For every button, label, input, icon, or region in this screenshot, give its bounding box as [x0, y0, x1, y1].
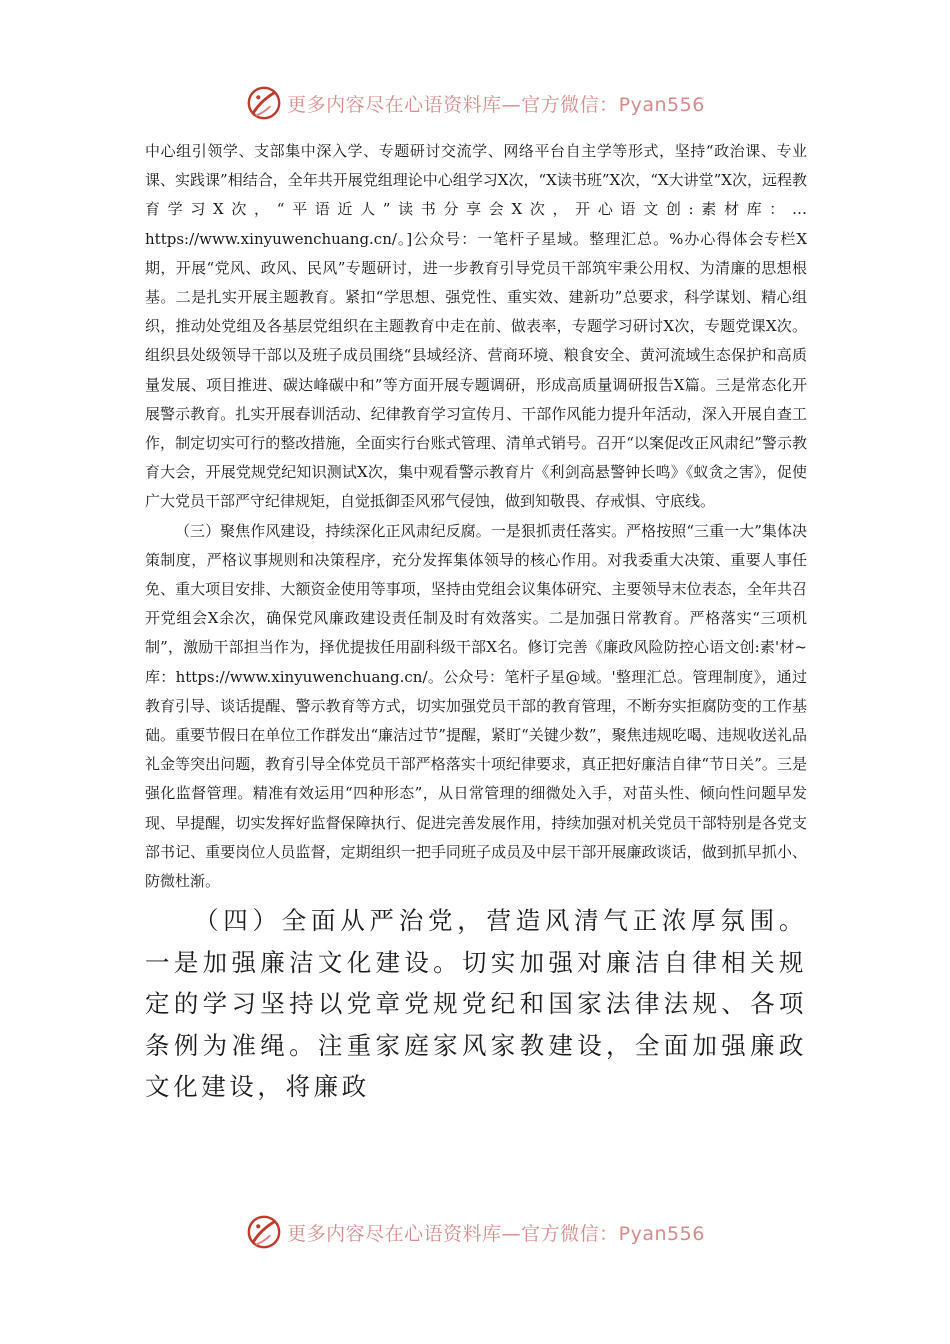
watermark-banner-top — [0, 84, 950, 122]
writing-hand-icon — [245, 1213, 283, 1251]
paragraph: （三）聚焦作风建设，持续深化正风肃纪反腐。一是狠抓责任落实。严格按照“三重一大”集体决策制度，严格议事规则和决策程序，充分发挥集体领导的核心作用。对我委重大决策、重要人事任免、重大项目安排、大额资金使用等事项，坚持由党组会议集体研究、主要领导末位表态，全年共召开党组会X余次，确保党风廉政建设责任制及时有效落实。二是加强日常教育。严格落实“三项机制”，激励干部担当作为，择优提拔任用副科级干部X名。修订完善《廉政风险防控心语文创:素'材~库：https://www.xinyuwenchuang.cn/。公众号：笔杆子星@域。'整理汇总。管理制度》，通过教育引导、谈话提醒、警示教育等方式，切实加强党员干部的教育管理，不断夯实拒腐防变的工作基础。重要节假日在单位工作群发出“廉洁过节”提醒，紧盯“关键少数”，聚焦违规吃喝、违规收送礼品礼金等突出问题，教育引导全体党员干部严格落实十项纪律要求，真正把好廉洁自律“节日关”。三是强化监督管理。精准有效运用“四种形态”，从日常管理的细微处入手，对苗头性、倾向性问题早发现、早提醒，切实发挥好监督保障执行、促进完善发展作用，持续加强对机关党员干部特别是各党支部书记、重要岗位人员监督，定期组织一把手同班子成员及中层干部开展廉政谈话，做到抓早抓小、防微杜渐。 — [145, 521, 807, 891]
writing-hand-icon — [245, 84, 283, 122]
watermark-text: 更多内容尽在心语资料库—官方微信：Pyan556 — [287, 93, 705, 116]
watermark-banner-bottom — [0, 1213, 950, 1251]
watermark-text: 更多内容尽在心语资料库—官方微信：Pyan556 — [287, 1222, 705, 1245]
paragraph: （四）全面从严治党，营造风清气正浓厚氛围。一是加强廉洁文化建设。切实加强对廉洁自律相关规定的学习坚持以党章党规党纪和国家法律法规、各项条例为准绳。注重家庭家风家教建设，全面加强廉政文化建设，将廉政 — [145, 906, 807, 1102]
document-body — [145, 137, 807, 1108]
paragraph: 中心组引领学、支部集中深入学、专题研讨交流学、网络平台自主学等形式，坚持“政治课、专业课、实践课”相结合，全年共开展党组理论中心组学习X次，“X读书班”X次，“X大讲堂”X次，远程教育学习X次，“平语近人”读书分享会X次，开心语文创:素材库：…https://www.xinyuwenchuang.cn/。]公众号：一笔杆子星域。整理汇总。%办心得体会专栏X期，开展“党风、政风、民风”专题研讨，进一步教育引导党员干部筑牢秉公用权、为清廉的思想根基。二是扎实开展主题教育。紧扣“学思想、强党性、重实效、建新功”总要求，科学谋划、精心组织，推动处党组及各基层党组织在主题教育中走在前、做表率，专题学习研讨X次，专题党课X次。组织县处级领导干部以及班子成员围绕“县域经济、营商环境、粮食安全、黄河流域生态保护和高质量发展、项目推进、碳达峰碳中和”等方面开展专题调研，形成高质量调研报告X篇。三是常态化开展警示教育。扎实开展春训活动、纪律教育学习宣传月、干部作风能力提升年活动，深入开展自查工作，制定切实可行的整改措施，全面实行台账式管理、清单式销号。召开“以案促改正风肃纪”警示教育大会，开展党规党纪知识测试X次，集中观看警示教育片《利剑高悬警钟长鸣》《蚁贪之害》，促使广大党员干部严守纪律规矩，自觉抵御歪风邪气侵蚀，做到知敬畏、存戒惧、守底线。 — [145, 142, 807, 511]
